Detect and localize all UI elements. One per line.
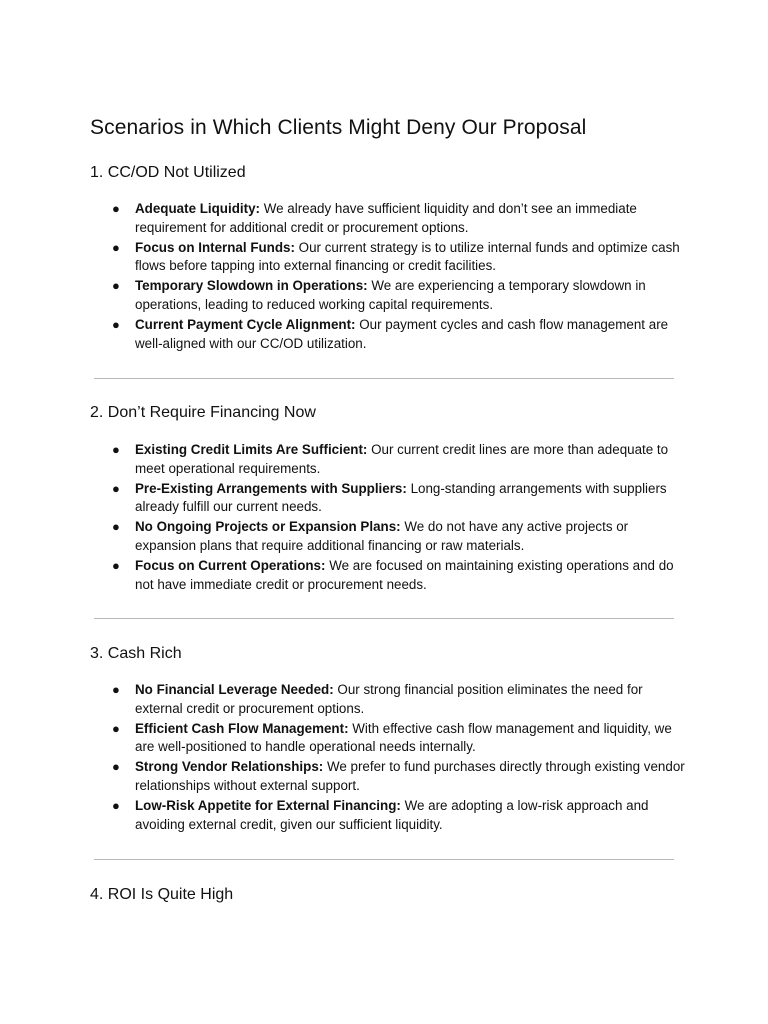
item-text: We are adopting a low-risk approach and avoiding external credit, given our sufficient liquidity.	[135, 797, 649, 832]
list-item	[110, 277, 690, 315]
list-item	[110, 758, 690, 796]
bullet-icon: ●	[112, 519, 120, 535]
list-item	[110, 441, 690, 479]
list-item	[110, 557, 690, 595]
bullet-icon: ●	[112, 442, 120, 457]
section-heading-roi: 4. ROI Is Quite High	[90, 886, 234, 903]
bullet-icon: ●	[112, 797, 120, 813]
section-list-financing	[110, 441, 690, 595]
list-item	[110, 239, 690, 277]
item-text: Our current strategy is to utilize internal funds and optimize cash flows before tapping into external financing or credit facilities.	[135, 239, 680, 274]
item-term: Pre-Existing Arrangements with Suppliers:	[135, 480, 407, 496]
bullet-icon: ●	[112, 278, 120, 294]
bullet-icon: ●	[112, 239, 120, 255]
list-item	[110, 797, 690, 835]
item-text: Our strong financial position eliminates the need for external credit or procurement options.	[135, 682, 643, 716]
item-term: Efficient Cash Flow Management:	[135, 720, 349, 736]
section-list-cash-rich	[110, 681, 690, 835]
bullet-icon: ●	[112, 682, 120, 697]
list-item	[110, 720, 690, 758]
section-list-cc-od	[110, 200, 690, 354]
list-item	[110, 316, 690, 354]
item-text: We are experiencing a temporary slowdown in operations, leading to reduced working capital requirements.	[135, 278, 646, 312]
bullet-icon: ●	[112, 759, 120, 775]
list-item	[110, 681, 690, 719]
bullet-icon: ●	[112, 480, 120, 496]
item-term: Focus on Current Operations:	[135, 557, 326, 573]
bullet-icon: ●	[112, 316, 120, 332]
item-term: Adequate Liquidity:	[135, 201, 260, 216]
item-text: Long-standing arrangements with suppliers already fulfill our current needs.	[135, 480, 667, 515]
item-term: Temporary Slowdown in Operations:	[135, 278, 368, 294]
bullet-icon: ●	[112, 557, 120, 573]
section-heading-cash-rich: 3. Cash Rich	[90, 645, 182, 662]
list-item	[110, 518, 690, 556]
item-term: No Financial Leverage Needed:	[135, 682, 334, 697]
item-text: We already have sufficient liquidity and don’t see an immediate requirement for additional credit or procurement options.	[135, 201, 637, 235]
item-text: We prefer to fund purchases directly through existing vendor relationships without external support.	[135, 759, 685, 793]
item-text: We are focused on maintaining existing operations and do not have immediate credit or procurement needs.	[135, 557, 674, 592]
section-divider	[94, 618, 674, 619]
section-divider	[94, 378, 674, 379]
item-term: Existing Credit Limits Are Sufficient:	[135, 442, 368, 457]
section-heading-financing: 2. Don’t Require Financing Now	[90, 404, 316, 421]
item-term: Strong Vendor Relationships:	[135, 759, 324, 775]
bullet-icon: ●	[112, 720, 120, 736]
list-item	[110, 200, 690, 238]
item-term: Current Payment Cycle Alignment:	[135, 316, 356, 332]
item-term: No Ongoing Projects or Expansion Plans:	[135, 519, 401, 535]
section-heading-cc-od: 1. CC/OD Not Utilized	[90, 164, 246, 181]
item-text: We do not have any active projects or expansion plans that require additional financing or raw materials.	[135, 519, 629, 553]
item-text: Our payment cycles and cash flow management are well-aligned with our CC/OD utilization.	[135, 316, 669, 351]
item-term: Low-Risk Appetite for External Financing:	[135, 797, 401, 813]
item-text: With effective cash flow management and liquidity, we are well-positioned to handle operational needs internally.	[135, 720, 672, 755]
section-divider	[94, 859, 674, 860]
list-item	[110, 480, 690, 518]
item-text: Our current credit lines are more than adequate to meet operational requirements.	[135, 442, 669, 476]
document-title: Scenarios in Which Clients Might Deny Our Proposal	[90, 116, 587, 139]
item-term: Focus on Internal Funds:	[135, 239, 295, 255]
bullet-icon: ●	[112, 201, 120, 216]
